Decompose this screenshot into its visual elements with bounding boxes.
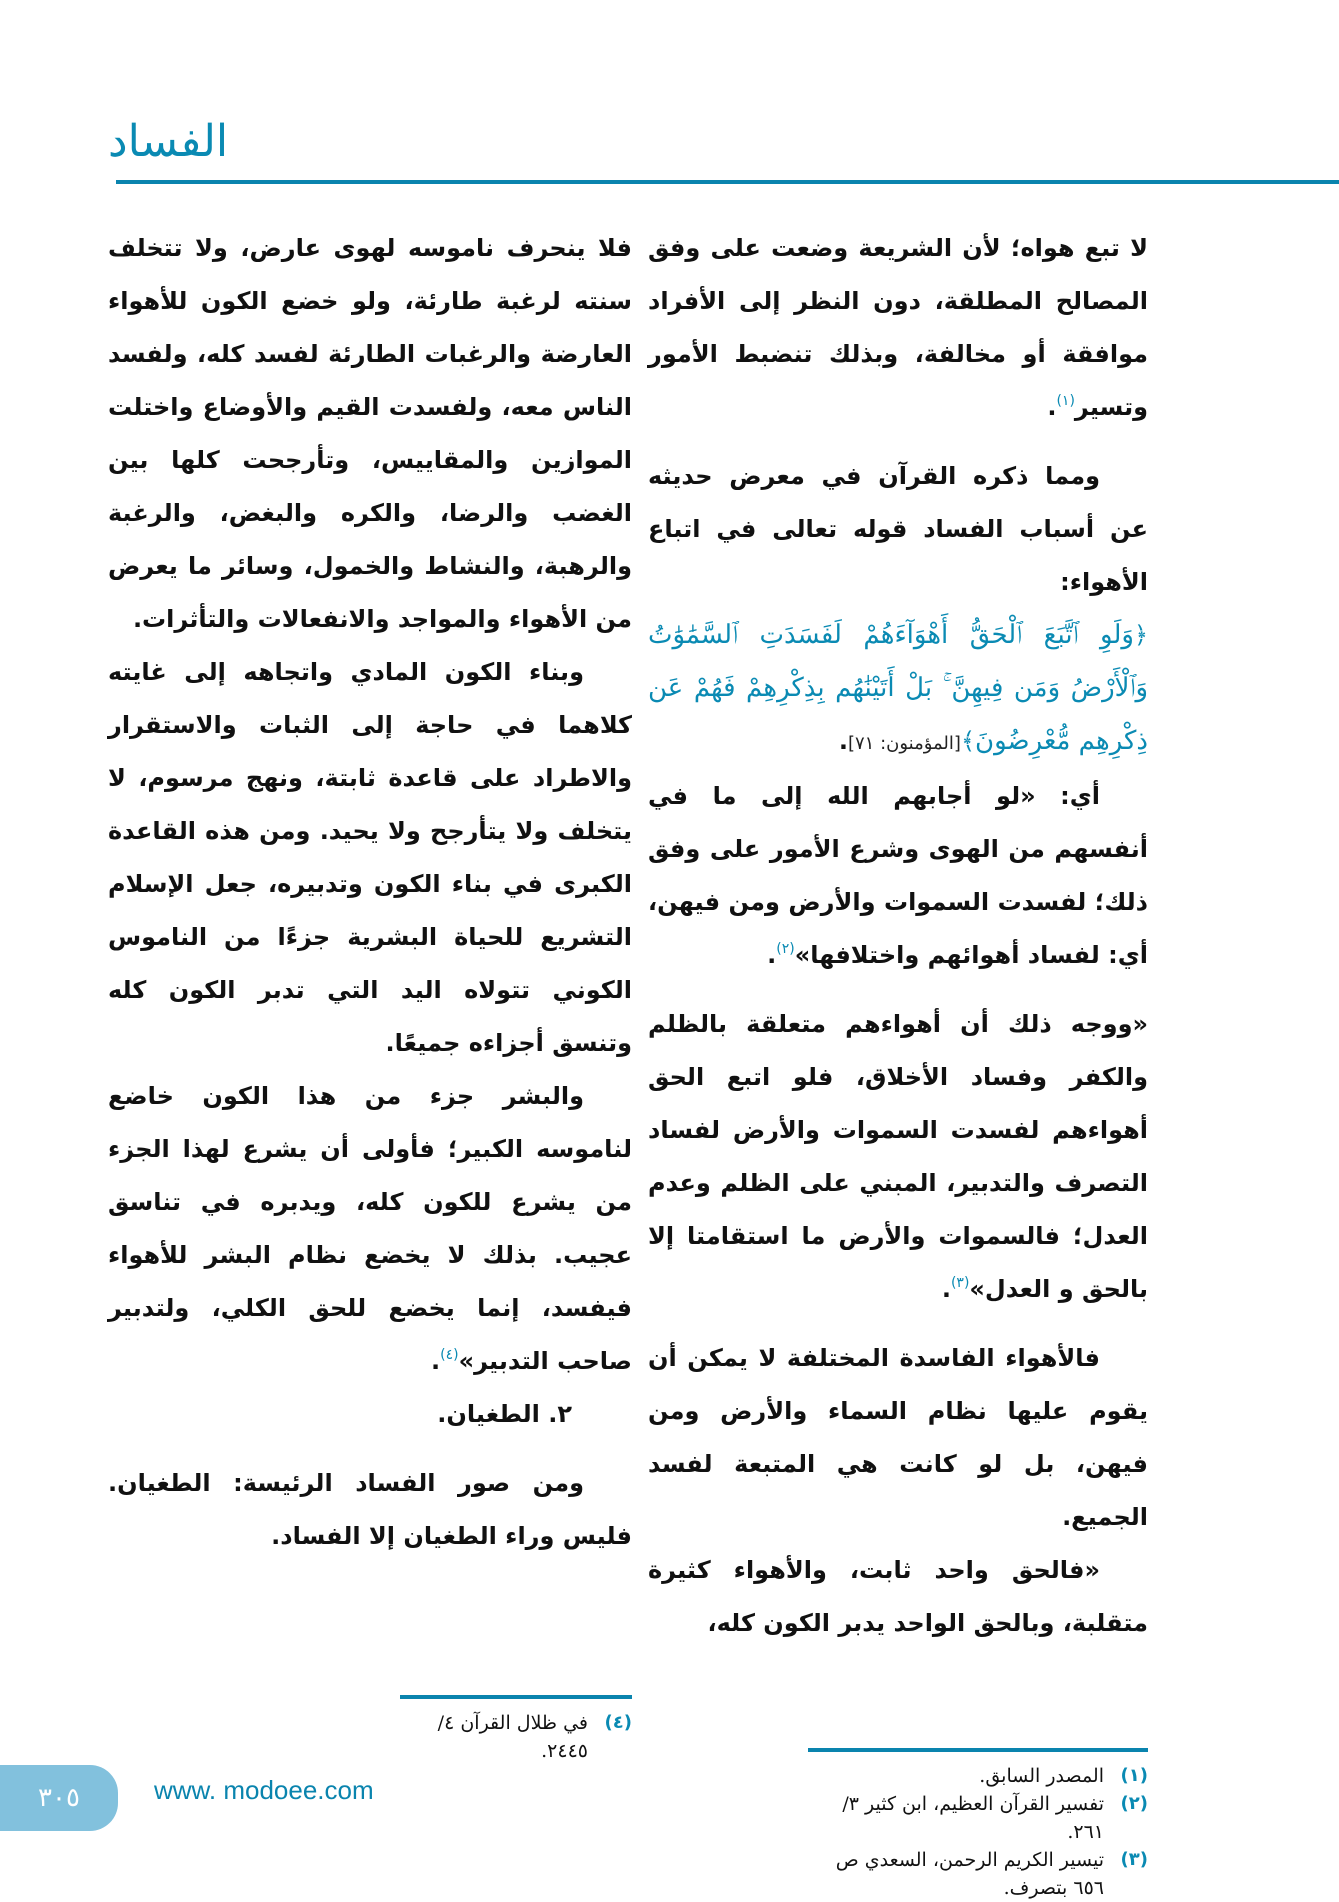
- verse-reference: [المؤمنون: ٧١]: [847, 733, 961, 754]
- paragraph-text: «ووجه ذلك أن أهواءهم متعلقة بالظلم والكفر وفساد الأخلاق، فلو اتبع الحق أهواءهم لفسدت السموات والأرض لفساد التصرف والتدبير، المبني على الظلم وعدم العدل؛ فالسموات والأرض ما استقامتا إلا بالحق و العدل»: [648, 1010, 1148, 1303]
- paragraph-text: فالأهواء الفاسدة المختلفة لا يمكن أن يقوم عليها نظام السماء والأرض ومن فيهن، بل لو كانت هي المتبعة لفسد الجميع.: [648, 1344, 1148, 1531]
- punctuation: .: [1047, 393, 1057, 421]
- footnote-number: (٤): [604, 1712, 632, 1733]
- paragraph: [108, 222, 632, 646]
- paragraph: [108, 1457, 632, 1563]
- verse-text: وَلَوِ ٱتَّبَعَ ٱلْحَقُّ أَهْوَآءَهُمْ لَفَسَدَتِ ٱلسَّمَٰوَٰتُ وَٱلْأَرْضُ وَمَن فِيهِنَّ ۚ بَلْ أَتَيْنَٰهُم بِذِكْرِهِمْ فَهُمْ عَن ذِكْرِهِم مُّعْرِضُونَ: [648, 620, 1148, 756]
- footnote-list: [808, 1762, 1148, 1902]
- footnote-divider: [400, 1695, 632, 1699]
- footnote-list: [400, 1709, 632, 1765]
- paragraph: [648, 770, 1148, 982]
- paragraph-text: أي: «لو أجابهم الله إلى ما في أنفسهم من الهوى وشرع الأمور على وفق ذلك؛ لفسدت السموات والأرض ومن فيهن، أي: لفساد أهوائهم واختلافها»: [648, 782, 1148, 969]
- footnotes-left: [400, 1695, 632, 1765]
- paragraph: [648, 450, 1148, 609]
- footnote-text: في ظلال القرآن ٤/ ٢٤٤٥.: [437, 1712, 588, 1762]
- paragraph: [648, 1332, 1148, 1544]
- footnote-ref[interactable]: (٢): [776, 941, 795, 957]
- paragraph: [648, 1544, 1148, 1650]
- footnote-number: (٢): [1120, 1793, 1148, 1814]
- footnote-item: [808, 1846, 1148, 1902]
- footnote-number: (١): [1120, 1765, 1148, 1786]
- footnote-text: تفسير القرآن العظيم، ابن كثير ٣/ ٢٦١.: [842, 1793, 1104, 1843]
- website-link[interactable]: www. modoee.com: [154, 1775, 374, 1805]
- page-number: ٣٠٥: [0, 1765, 118, 1831]
- quran-verse: [648, 609, 1148, 770]
- paragraph-text: لا تبع هواه؛ لأن الشريعة وضعت على وفق المصالح المطلقة، دون النظر إلى الأفراد موافقة أو مخالفة، وبذلك تنضبط الأمور وتسير: [648, 234, 1148, 421]
- footnote-item: [400, 1709, 632, 1765]
- punctuation: .: [431, 1347, 441, 1375]
- footnotes-right: [808, 1722, 1148, 1902]
- footnote-item: [808, 1790, 1148, 1846]
- paragraph-text: فلا ينحرف ناموسه لهوى عارض، ولا تتخلف سنته لرغبة طارئة، ولو خضع الكون للأهواء العارضة والرغبات الطارئة لفسد كله، ولفسد الناس معه، ولفسدت القيم والأوضاع واختلت الموازين والمقاييس، وتأرجحت كلها بين الغضب والرضا، والكره والبغض، والرغبة والرهبة، والنشاط والخمول، وسائر ما يعرض من الأهواء والمواجد والانفعالات والتأثرات.: [108, 234, 632, 633]
- paragraph: [648, 222, 1148, 434]
- footnote-divider: [808, 1748, 1148, 1752]
- footnote-ref[interactable]: (٣): [950, 1275, 970, 1291]
- paragraph: [648, 998, 1148, 1316]
- punctuation: .: [941, 1275, 951, 1303]
- footnote-item: [808, 1762, 1148, 1790]
- verse-close-ornament-icon: ﴾: [960, 727, 975, 755]
- chapter-title: الفساد: [108, 116, 229, 167]
- paragraph-text: والبشر جزء من هذا الكون خاضع لناموسه الكبير؛ فأولى أن يشرع لهذا الجزء من يشرع للكون كله، ويدبره في تناسق عجيب. بذلك لا يخضع نظام البشر للأهواء فيفسد، إنما يخضع للحق الكلي، ولتدبير صاحب التدبير»: [108, 1082, 632, 1375]
- footnote-ref[interactable]: (٤): [440, 1347, 459, 1363]
- footnote-number: (٣): [1120, 1849, 1148, 1870]
- left-column: [108, 222, 632, 1563]
- header-divider: [116, 180, 1339, 184]
- paragraph-text: وبناء الكون المادي واتجاهه إلى غايته كلاهما في حاجة إلى الثبات والاستقرار والاطراد على قاعدة ثابتة، ونهج مرسوم، لا يتخلف ولا يتأرجح ولا يحيد. ومن هذه القاعدة الكبرى في بناء الكون وتدبيره، جعل الإسلام التشريع للحياة البشرية جزءًا من الناموس الكوني تتولاه اليد التي تدبر الكون كله وتنسق أجزاءه جميعًا.: [108, 658, 632, 1057]
- paragraph-text: ومما ذكره القرآن في معرض حديثه عن أسباب الفساد قوله تعالى في اتباع الأهواء:: [648, 462, 1148, 596]
- paragraph-text: «فالحق واحد ثابت، والأهواء كثيرة متقلبة، وبالحق الواحد يدبر الكون كله،: [648, 1556, 1148, 1637]
- right-column: [648, 222, 1148, 1650]
- paragraph-text: ومن صور الفساد الرئيسة: الطغيان. فليس وراء الطغيان إلا الفساد.: [108, 1469, 632, 1550]
- punctuation: .: [767, 941, 777, 969]
- paragraph: [108, 646, 632, 1070]
- footnote-text: المصدر السابق.: [979, 1765, 1104, 1787]
- footnote-ref[interactable]: (١): [1056, 393, 1075, 409]
- punctuation: .: [838, 727, 848, 755]
- verse-open-ornament-icon: ﴿: [1133, 621, 1148, 649]
- section-subheading: ٢. الطغيان.: [437, 1400, 572, 1428]
- paragraph: [108, 1070, 632, 1388]
- footnote-text: تيسير الكريم الرحمن، السعدي ص ٦٥٦ بتصرف.: [835, 1849, 1104, 1899]
